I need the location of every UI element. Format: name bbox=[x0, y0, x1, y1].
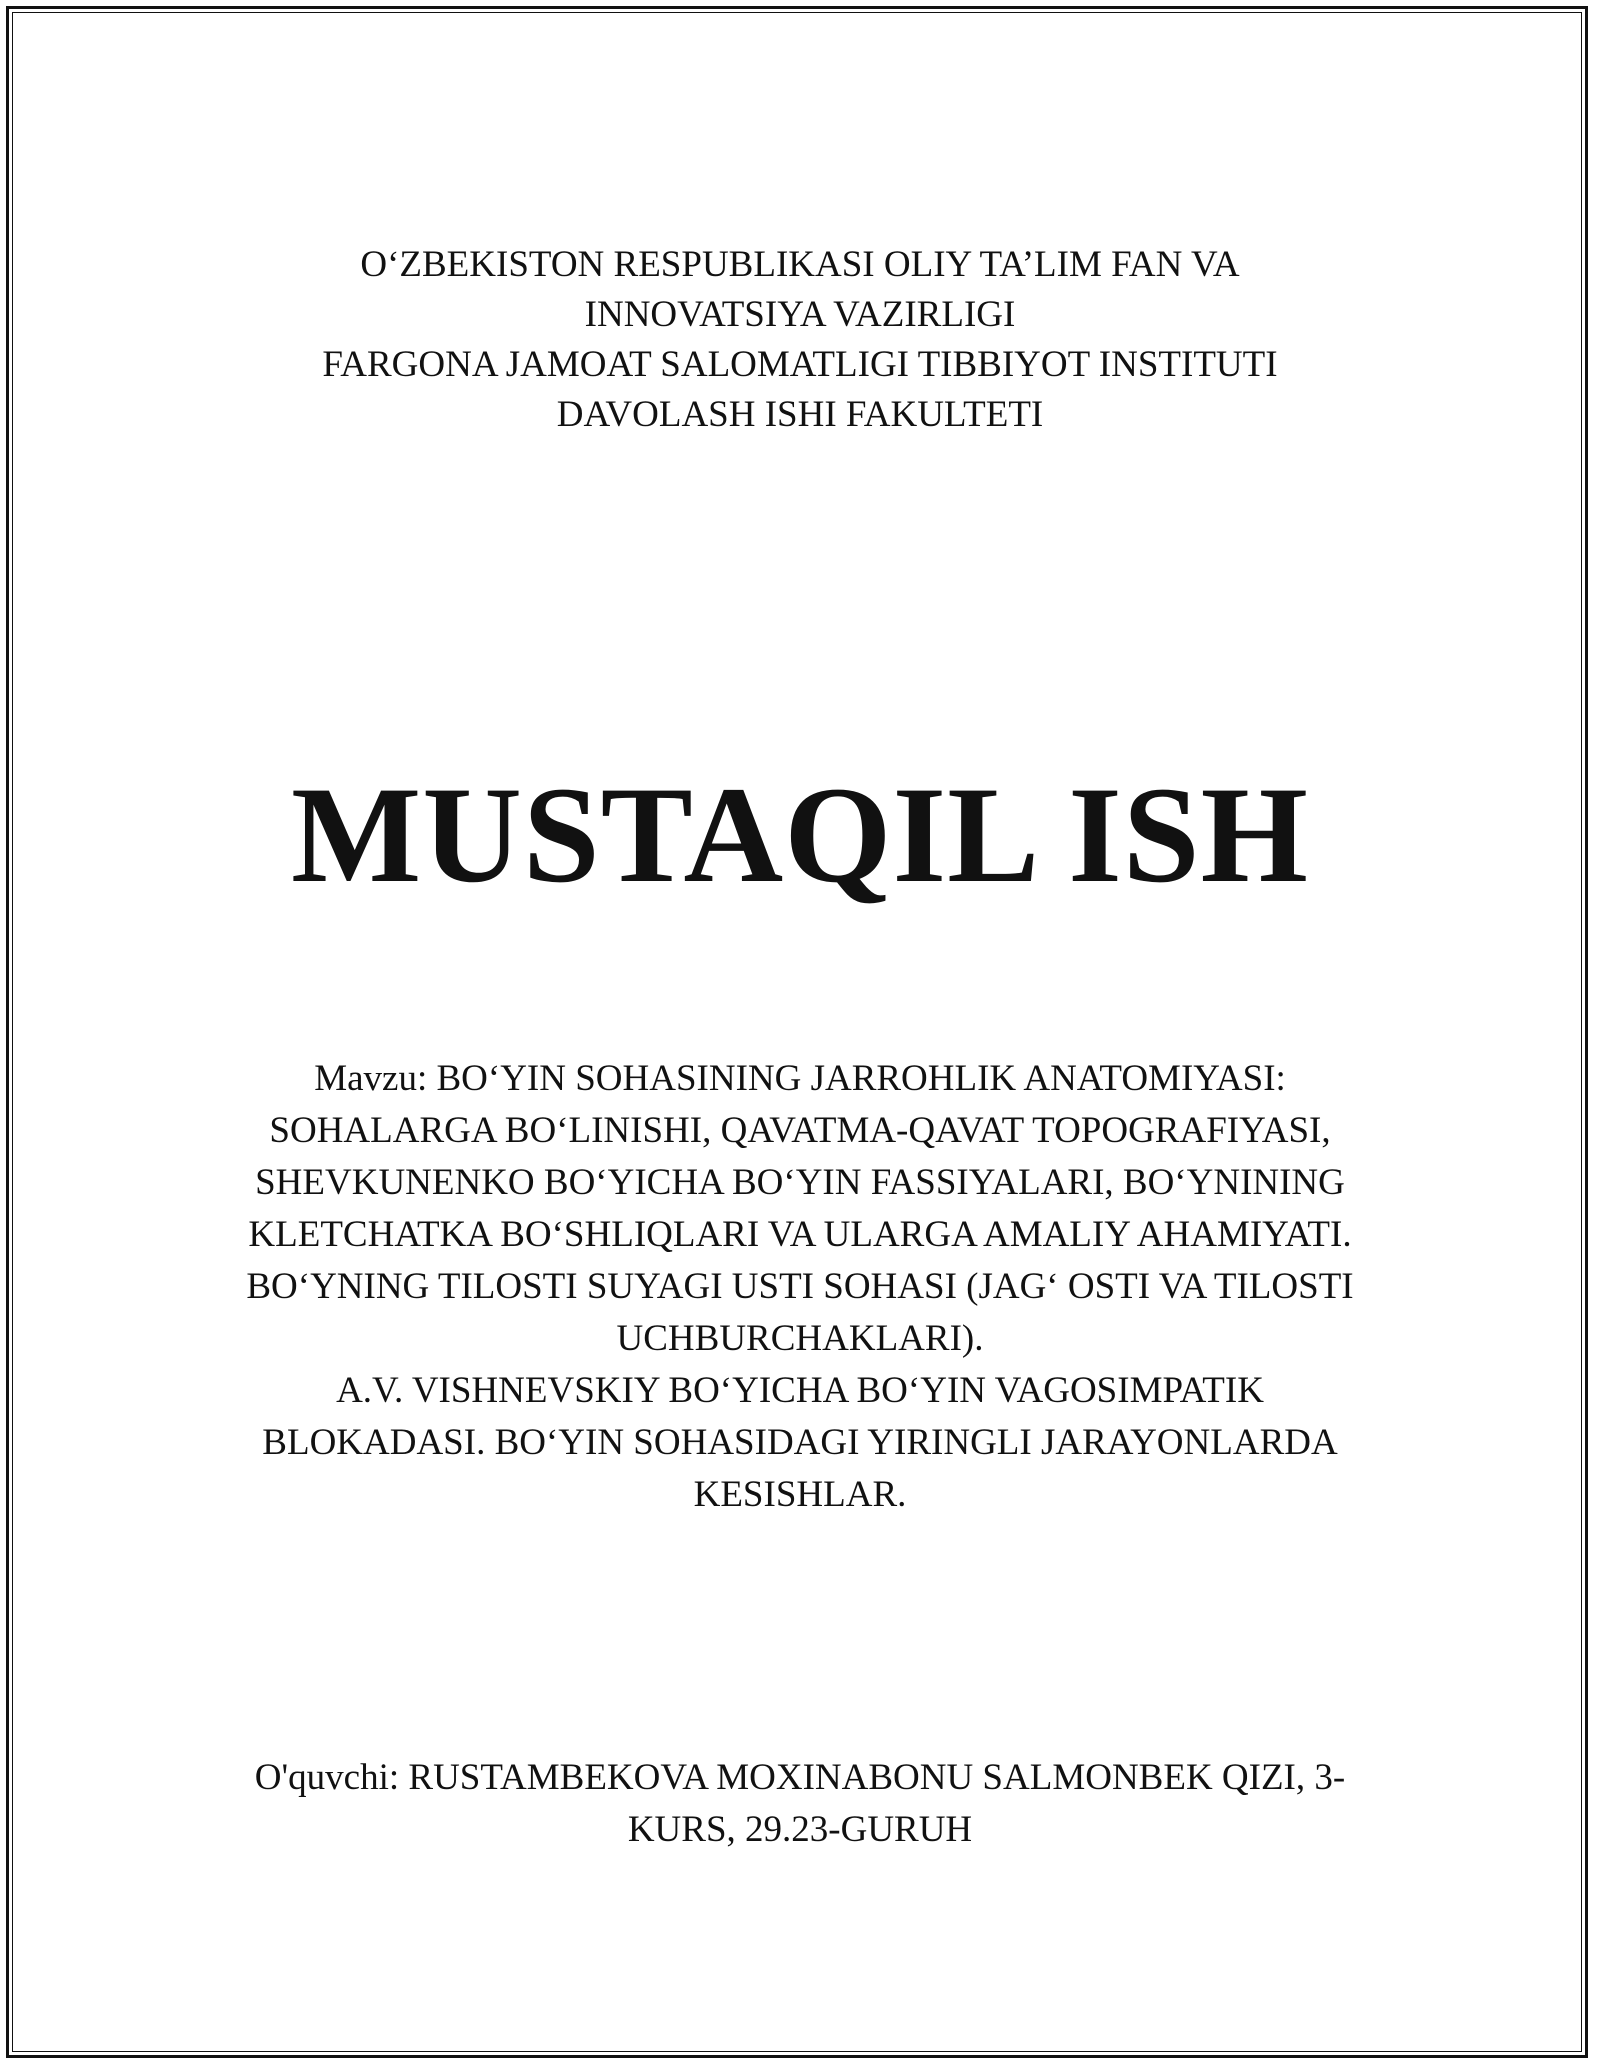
topic-line: KESISHLAR. bbox=[693, 1474, 907, 1515]
topic-section bbox=[0, 1053, 1600, 1521]
student-line: KURS, 29.23-GURUH bbox=[627, 1809, 973, 1850]
topic-line: KLETCHATKA BO‘SHLIQLARI VA ULARGA AMALIY AHAMIYATI. bbox=[248, 1214, 1352, 1255]
topic-line: UCHBURCHAKLARI). bbox=[616, 1318, 984, 1359]
topic-line: SOHALARGA BO‘LINISHI, QAVATMA-QAVAT TOPOGRAFIYASI, bbox=[269, 1110, 1331, 1151]
header-line: O‘ZBEKISTON RESPUBLIKASI OLIY TA’LIM FAN VA bbox=[360, 244, 1240, 285]
student-info bbox=[0, 1752, 1600, 1856]
institution-header bbox=[0, 240, 1600, 440]
student-line: O'quvchi: RUSTAMBEKOVA MOXINABONU SALMONBEK QIZI, 3- bbox=[254, 1757, 1346, 1798]
header-line: INNOVATSIYA VAZIRLIGI bbox=[584, 294, 1016, 335]
topic-line: SHEVKUNENKO BO‘YICHA BO‘YIN FASSIYALARI, BO‘YNINING bbox=[255, 1162, 1345, 1203]
header-line: DAVOLASH ISHI FAKULTETI bbox=[556, 394, 1044, 435]
document-title: MUSTAQIL ISH bbox=[291, 758, 1309, 911]
topic-line: BLOKADASI. BO‘YIN SOHASIDAGI YIRINGLI JARAYONLARDA bbox=[262, 1422, 1338, 1463]
topic-line: BO‘YNING TILOSTI SUYAGI USTI SOHASI (JAG‘ OSTI VA TILOSTI bbox=[246, 1266, 1354, 1307]
topic-line: Mavzu: BO‘YIN SOHASINING JARROHLIK ANATOMIYASI: bbox=[314, 1058, 1286, 1099]
topic-line: A.V. VISHNEVSKIY BO‘YICHA BO‘YIN VAGOSIMPATIK bbox=[336, 1370, 1264, 1411]
header-line: FARGONA JAMOAT SALOMATLIGI TIBBIYOT INSTITUTI bbox=[322, 344, 1278, 385]
